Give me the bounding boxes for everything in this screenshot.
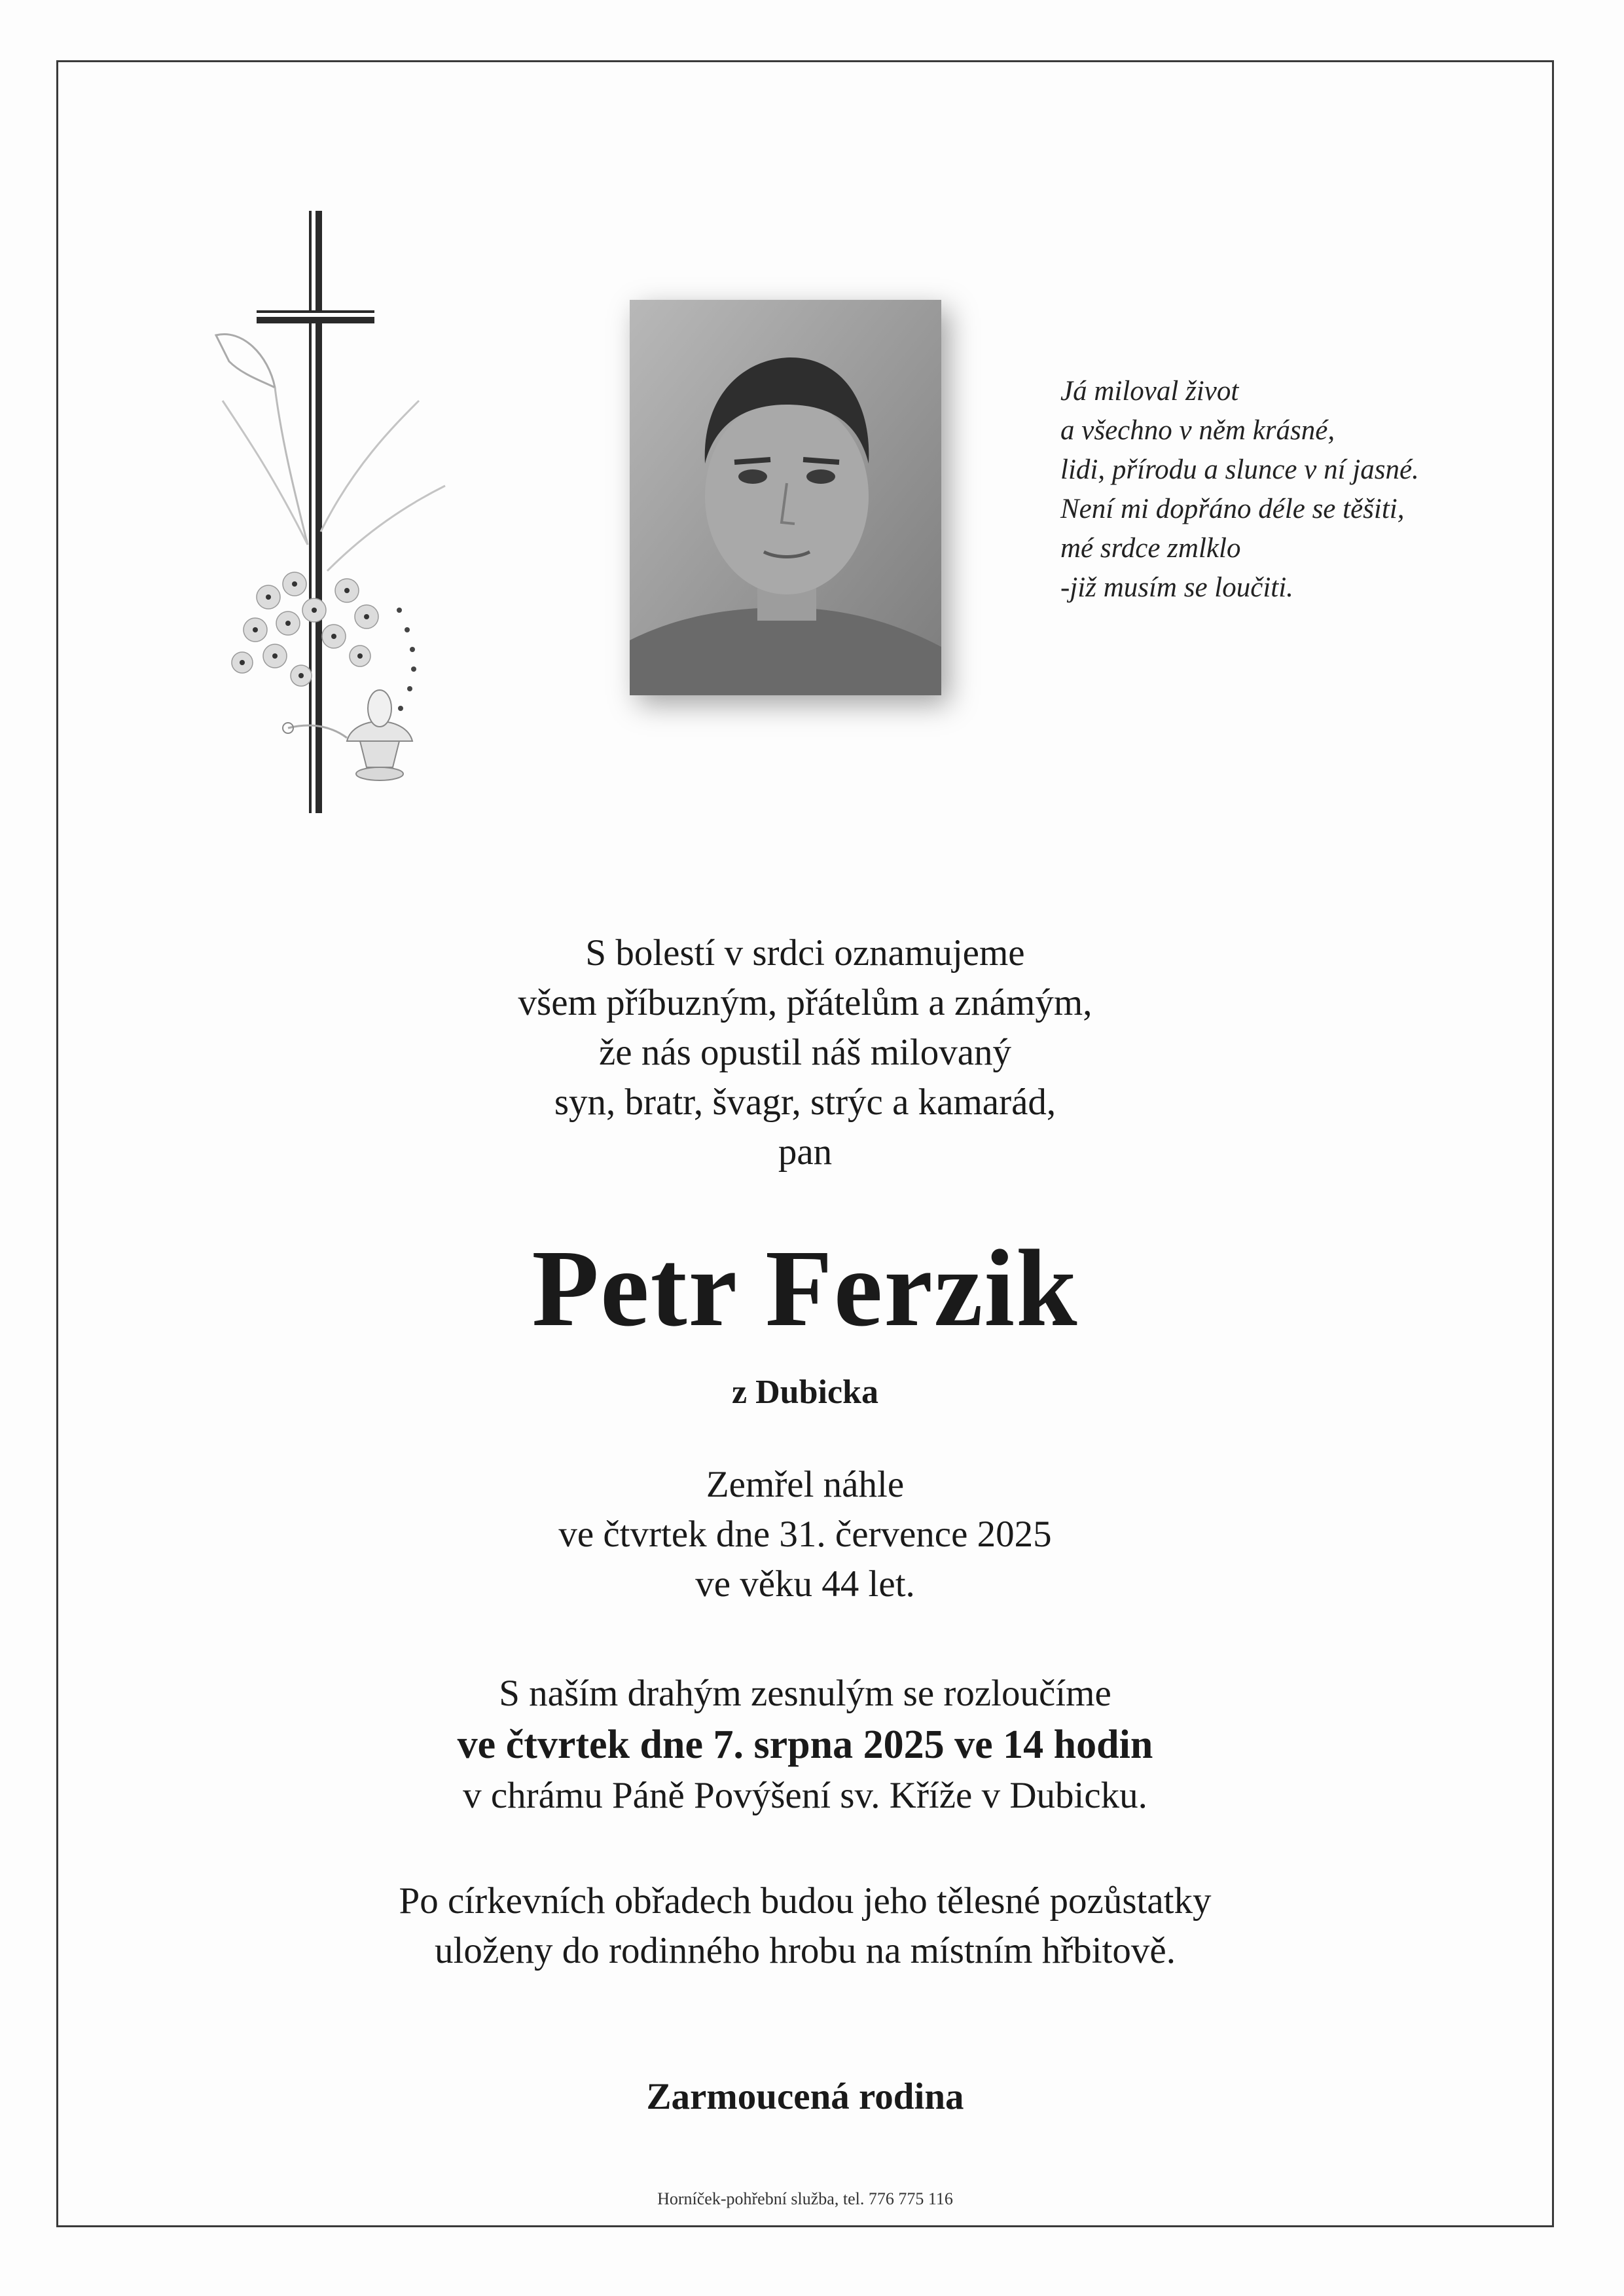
deceased-origin: z Dubicka xyxy=(732,1374,878,1411)
announcement-line: že nás opustil náš milovaný xyxy=(598,1032,1012,1073)
announcement-line: syn, bratr, švagr, strýc a kamarád, xyxy=(554,1082,1056,1123)
death-line: ve čtvrtek dne 31. července 2025 xyxy=(558,1514,1052,1555)
poem-line: a všechno v něm krásné, xyxy=(1060,415,1335,446)
deceased-name: Petr Ferzik xyxy=(532,1228,1079,1349)
announcement xyxy=(56,928,1554,1177)
announcement-line: všem příbuzným, přátelům a známým, xyxy=(518,982,1092,1023)
poem xyxy=(1060,372,1532,608)
funeral-info xyxy=(56,1668,1554,1821)
signature: Zarmoucená rodina xyxy=(646,2076,964,2117)
cross-flowers-icon xyxy=(196,204,471,820)
burial-info xyxy=(56,1876,1554,1976)
death-info xyxy=(56,1460,1554,1609)
announcement-line: pan xyxy=(778,1131,833,1173)
poem-line: lidi, přírodu a slunce v ní jasné. xyxy=(1060,454,1419,485)
poem-line: Já miloval život xyxy=(1060,376,1239,407)
burial-line: uloženy do rodinného hrobu na místním hřbitově. xyxy=(435,1930,1176,1971)
funeral-place: v chrámu Páně Povýšení sv. Kříže v Dubicku. xyxy=(463,1775,1147,1816)
funeral-intro: S naším drahým zesnulým se rozloučíme xyxy=(499,1673,1111,1714)
footer-funeral-service: Horníček-pohřební služba, tel. 776 775 116 xyxy=(657,2189,953,2208)
portrait-photo xyxy=(630,300,941,695)
announcement-line: S bolestí v srdci oznamujeme xyxy=(585,932,1025,974)
death-line: ve věku 44 let. xyxy=(695,1563,915,1605)
burial-line: Po církevních obřadech budou jeho tělesné pozůstatky xyxy=(399,1880,1212,1922)
portrait-photo-frame xyxy=(630,300,941,695)
poem-line: Není mi dopřáno déle se těšiti, xyxy=(1060,494,1405,524)
funeral-date: ve čtvrtek dne 7. srpna 2025 ve 14 hodin xyxy=(457,1722,1153,1767)
poem-line: -již musím se loučiti. xyxy=(1060,572,1293,603)
death-line: Zemřel náhle xyxy=(706,1464,905,1505)
poem-line: mé srdce zmlklo xyxy=(1060,533,1241,564)
